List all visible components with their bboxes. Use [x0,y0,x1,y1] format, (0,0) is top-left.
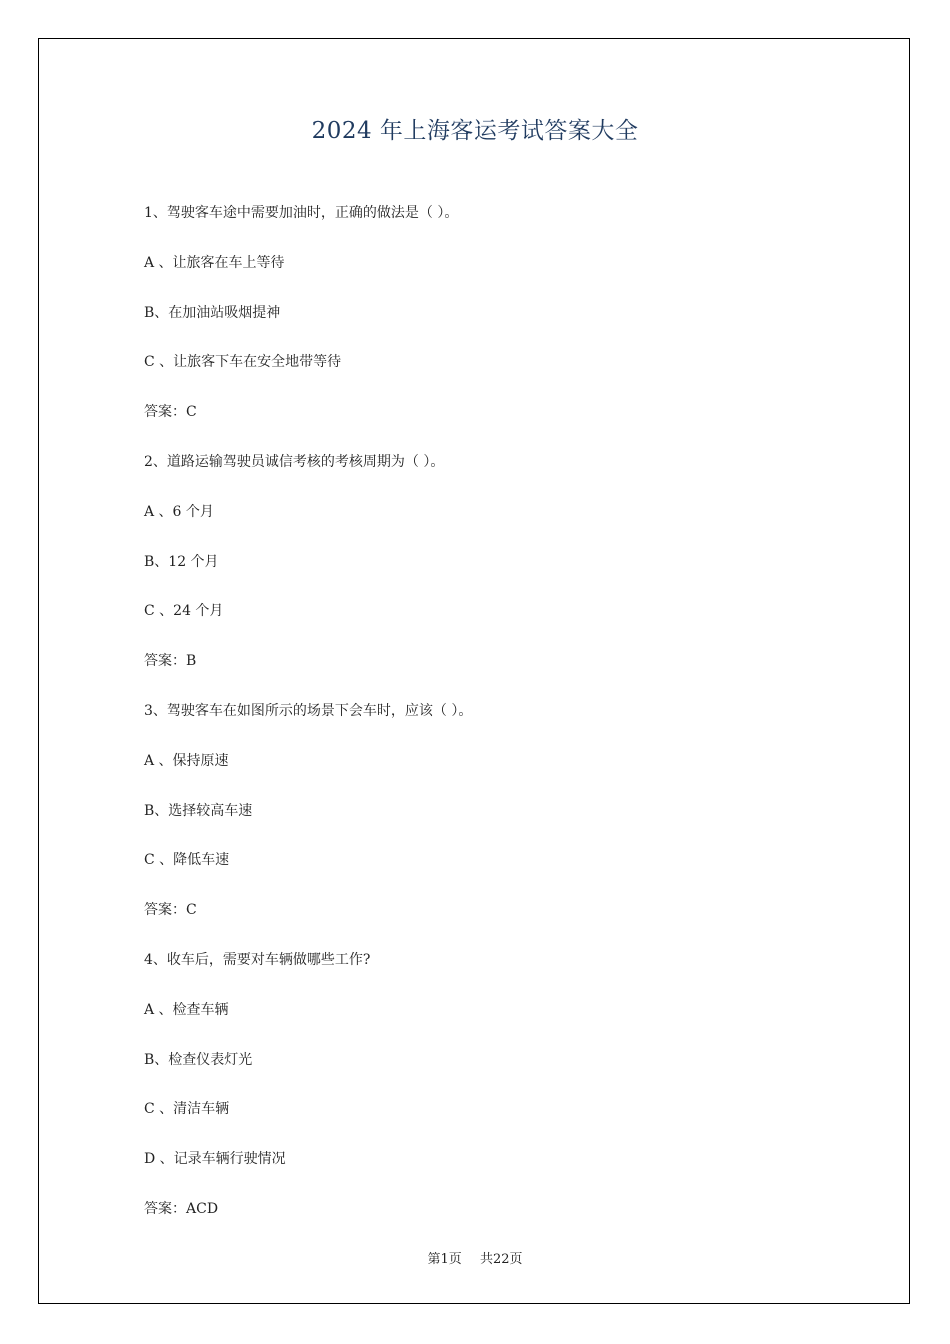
question-2-option-a: A 、6 个月 [144,503,214,520]
question-4: 4、收车后，需要对车辆做哪些工作? [144,951,371,968]
question-3-option-c: C 、降低车速 [144,852,230,869]
page-number-current: 第1页 [427,1252,462,1267]
question-1-option-c: C 、让旅客下车在安全地带等待 [144,354,342,371]
question-4-option-d: D 、记录车辆行驶情况 [144,1151,286,1168]
question-1-answer: 答案：C [144,404,197,421]
question-1: 1、驾驶客车途中需要加油时，正确的做法是（ ）。 [144,205,459,221]
question-3: 3、驾驶客车在如图所示的场景下会车时，应该（ ）。 [144,702,473,719]
page-number-total: 共22页 [479,1252,523,1267]
question-list [144,198,844,1244]
question-2-option-c: C 、24 个月 [144,603,224,620]
question-1-option-b: B、在加油站吸烟提神 [144,304,281,321]
question-2-option-b: B、12 个月 [144,553,219,570]
question-2: 2、道路运输驾驶员诚信考核的考核周期为（ ）。 [144,453,445,470]
question-4-answer: 答案：ACD [144,1200,219,1217]
question-1-option-a: A 、让旅客在车上等待 [144,254,285,271]
question-4-option-a: A 、检查车辆 [144,1001,229,1018]
question-2-answer: 答案：B [144,653,197,670]
question-3-option-a: A 、保持原速 [144,752,229,769]
page-footer [0,1248,950,1267]
question-4-option-c: C 、清洁车辆 [144,1101,230,1118]
question-4-option-b: B、检查仪表灯光 [144,1051,253,1068]
document-title: 2024 年上海客运考试答案大全 [311,118,639,144]
question-3-option-b: B、选择较高车速 [144,802,253,819]
question-3-answer: 答案：C [144,902,197,919]
